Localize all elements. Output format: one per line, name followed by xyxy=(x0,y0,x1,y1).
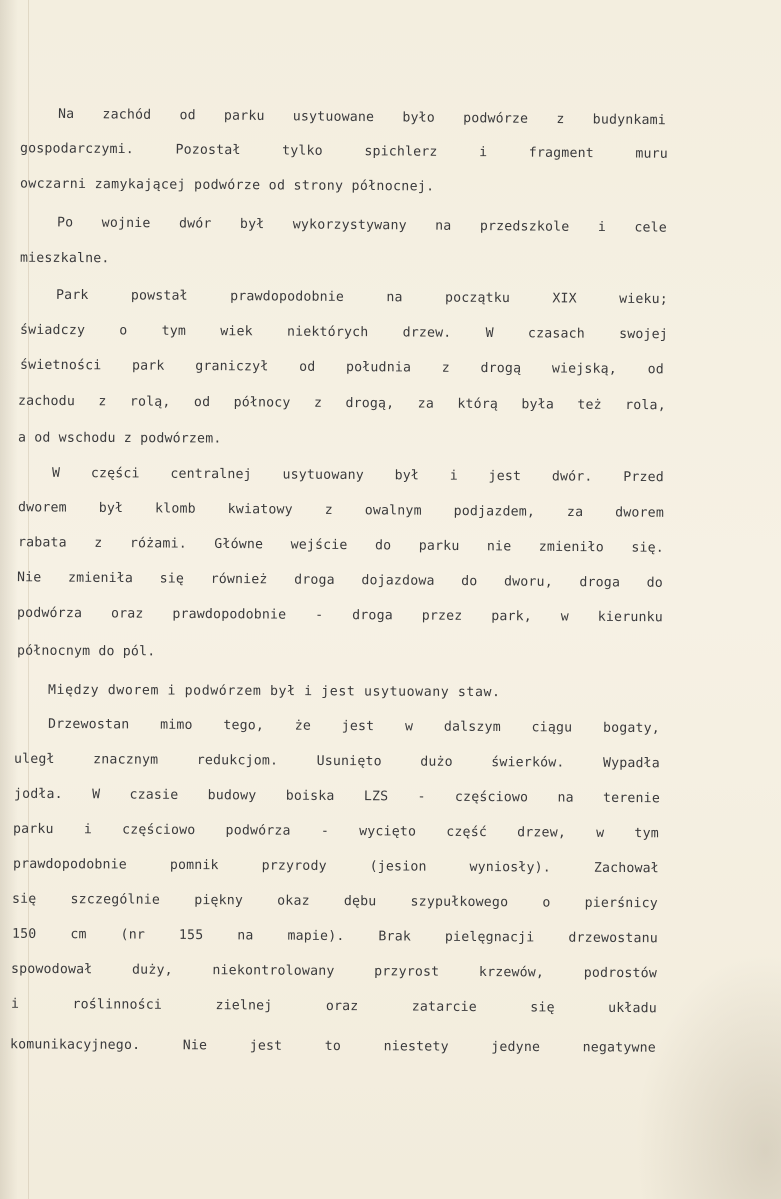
word: wyniosły). xyxy=(469,859,552,876)
word: terenie xyxy=(602,790,661,807)
word: Przed xyxy=(623,469,665,486)
word: zmieniła xyxy=(67,570,134,587)
text-line: a od wschodu z podwórzem. xyxy=(17,430,222,447)
word: i xyxy=(10,996,20,1012)
word: okaz xyxy=(277,893,310,909)
text-line xyxy=(20,322,668,345)
word: kierunku xyxy=(597,609,663,626)
text-line xyxy=(20,140,668,164)
word: cele xyxy=(634,220,668,236)
word: świerków. xyxy=(491,755,565,771)
word: drogą, xyxy=(345,396,395,412)
word: usytuowane xyxy=(292,109,375,126)
word: zatarcie xyxy=(411,999,477,1015)
word: budowy xyxy=(207,788,257,804)
word: południa xyxy=(345,360,412,376)
word: owalnym xyxy=(364,503,422,519)
word: za xyxy=(417,396,435,412)
word: dworem xyxy=(17,500,67,516)
word: i xyxy=(83,822,93,838)
word: usytuowany xyxy=(282,467,364,484)
word: dużo xyxy=(420,754,453,770)
word: jedyne xyxy=(491,1039,541,1056)
text-line xyxy=(57,214,667,237)
word: droga xyxy=(579,575,621,591)
word: czasie xyxy=(129,787,179,803)
word: dębu xyxy=(343,894,377,910)
word: ciągu xyxy=(531,720,573,736)
word: muru xyxy=(635,146,669,162)
text-line xyxy=(56,287,668,309)
word: rabata xyxy=(17,535,67,551)
word: spowodował xyxy=(10,961,93,978)
word: fragment xyxy=(528,145,594,162)
word: (nr xyxy=(120,927,146,943)
word: od xyxy=(299,359,316,375)
word: zachodu xyxy=(17,393,76,410)
word: drzewostanu xyxy=(568,930,659,947)
word: (jesion xyxy=(369,859,427,875)
word: Nie xyxy=(16,570,42,586)
word: wejście xyxy=(290,537,348,554)
word: drzew. xyxy=(402,325,452,341)
word: układu xyxy=(608,1000,658,1017)
word: dojazdowa xyxy=(361,573,435,589)
word: z xyxy=(94,535,103,551)
word: tym xyxy=(161,323,187,339)
word: podwórza xyxy=(225,823,291,839)
word: klomb xyxy=(155,501,196,517)
word: na xyxy=(237,928,254,944)
word: w xyxy=(404,719,414,735)
word: graniczył xyxy=(195,358,269,375)
word: do xyxy=(375,538,392,554)
word: parku xyxy=(223,108,265,124)
word: część xyxy=(446,824,488,841)
text-line: owczarni zamykającej podwórze od strony północnej. xyxy=(19,176,435,195)
word: rolą, xyxy=(129,394,171,410)
word: częściowo xyxy=(454,789,529,806)
word: negatywne xyxy=(582,1040,656,1056)
text-line: Między dworem i podwórzem był i jest usytuowany staw. xyxy=(47,682,501,701)
word: północy xyxy=(233,395,291,411)
word: się xyxy=(530,1000,555,1016)
word: niestety xyxy=(383,1039,449,1055)
word: dworu, xyxy=(503,574,553,590)
word: na xyxy=(557,790,574,806)
word: świadczy xyxy=(19,322,86,339)
word: Główne xyxy=(214,536,264,553)
text-line xyxy=(11,961,657,984)
word: nie xyxy=(486,539,512,555)
word: był xyxy=(394,468,420,484)
word: dalszym xyxy=(443,719,501,736)
word: od xyxy=(179,108,196,124)
word: mapie). xyxy=(287,928,345,945)
word: w xyxy=(596,825,605,841)
text-line xyxy=(11,996,657,1019)
word: części xyxy=(90,466,140,482)
word: świetności xyxy=(19,357,102,374)
word: Drzewostan xyxy=(47,716,130,733)
text-line xyxy=(20,357,664,379)
word: się. xyxy=(631,540,665,556)
word: Brak xyxy=(378,929,412,945)
word: jest xyxy=(249,1038,283,1054)
word: się xyxy=(159,571,185,587)
word: piękny xyxy=(194,893,244,909)
text-line: północnym do pól. xyxy=(16,643,156,660)
word: 150 xyxy=(11,926,37,942)
word: prawdopodobnie xyxy=(172,606,287,623)
word: wieku; xyxy=(619,291,669,308)
word: zielnej xyxy=(215,998,273,1014)
word: niektórych xyxy=(286,324,369,341)
word: gospodarczymi. xyxy=(19,141,135,158)
word: też xyxy=(577,397,602,413)
word: - xyxy=(320,823,330,839)
word: wykorzystywany xyxy=(292,217,407,234)
word: podrostów xyxy=(583,965,658,982)
word: boiska xyxy=(285,788,335,804)
word: i xyxy=(597,220,607,236)
word: jest xyxy=(341,718,375,735)
word: rola, xyxy=(625,397,666,414)
word: Park xyxy=(55,287,89,304)
word: od xyxy=(193,394,211,411)
word: o xyxy=(542,895,551,911)
word: W xyxy=(92,787,101,803)
word: tylko xyxy=(282,143,323,159)
word: czasach xyxy=(527,326,585,342)
word: krzewów, xyxy=(478,965,545,981)
word: drzew, xyxy=(517,825,567,841)
word: pomnik xyxy=(169,857,219,874)
word: pierśnicy xyxy=(584,895,658,912)
word: do xyxy=(461,574,478,590)
word: przyrost xyxy=(374,964,440,980)
word: z xyxy=(98,394,107,410)
word: Na xyxy=(57,106,75,122)
word: początku xyxy=(444,290,511,307)
word: wycięto xyxy=(359,824,417,840)
word: niekontrolowany xyxy=(212,963,335,980)
word: budynkami xyxy=(592,112,667,129)
word: o xyxy=(119,323,128,339)
word: parku xyxy=(12,821,54,838)
word: przez xyxy=(421,608,463,624)
text-line xyxy=(10,1036,656,1057)
word: przedszkole xyxy=(479,219,570,235)
word: oraz xyxy=(325,998,359,1015)
word: droga xyxy=(352,608,393,624)
word: wiejską, xyxy=(551,361,618,377)
text-line xyxy=(17,569,663,593)
word: park xyxy=(131,358,165,374)
word: - xyxy=(417,789,426,805)
text-line xyxy=(13,856,659,879)
word: podjazdem, xyxy=(453,503,536,520)
word: do xyxy=(646,575,664,591)
word: kwiatowy xyxy=(227,502,293,518)
word: W xyxy=(51,465,61,481)
word: powstał xyxy=(130,288,188,304)
word: i xyxy=(449,468,458,484)
text-line xyxy=(18,393,666,416)
word: i xyxy=(479,145,488,161)
word: Po xyxy=(56,215,74,231)
word: z xyxy=(313,395,323,411)
word: Pozostał xyxy=(175,142,241,159)
word: również xyxy=(210,571,268,588)
word: tego, xyxy=(223,718,265,734)
word: roślinności xyxy=(72,997,163,1013)
word: komunikacyjnego. xyxy=(9,1037,141,1053)
word: drogą xyxy=(480,360,522,377)
word: wojnie xyxy=(101,215,151,232)
word: było xyxy=(402,110,436,126)
word: była xyxy=(521,397,555,413)
word: znacznym xyxy=(93,752,159,768)
word: Zachował xyxy=(593,860,660,877)
word: centralnej xyxy=(170,466,252,483)
word: jodła. xyxy=(13,786,63,803)
word: od xyxy=(647,362,664,378)
word: że xyxy=(294,718,312,734)
text-line xyxy=(58,106,666,130)
word: różami. xyxy=(129,536,187,552)
word: mimo xyxy=(160,717,193,733)
word: za xyxy=(566,504,584,521)
word: prawdopodobnie xyxy=(12,856,128,873)
word: park, xyxy=(491,609,533,625)
text-line xyxy=(48,716,660,738)
word: Wypadła xyxy=(602,755,661,772)
word: częściowo xyxy=(122,822,196,839)
word: wiek xyxy=(220,324,253,340)
word: bogaty, xyxy=(602,720,661,737)
word: to xyxy=(324,1038,342,1055)
word: pielęgnacji xyxy=(444,929,535,946)
word: podwórza xyxy=(16,605,83,622)
text-line xyxy=(18,499,664,523)
word: - xyxy=(315,607,324,623)
word: był xyxy=(98,500,124,517)
word: przyrody xyxy=(261,858,327,874)
text-line xyxy=(12,926,658,949)
word: jest xyxy=(488,468,522,485)
text-line xyxy=(13,821,659,844)
text-line: mieszkalne. xyxy=(19,250,110,267)
word: dworem xyxy=(615,505,665,521)
word: W xyxy=(485,325,494,342)
word: zachód xyxy=(102,107,152,123)
text-line xyxy=(14,786,660,809)
word: tym xyxy=(634,826,659,842)
word: się xyxy=(11,891,37,907)
text-line xyxy=(52,465,664,487)
word: szypułkowego xyxy=(410,894,509,911)
word: prawdopodobnie xyxy=(230,289,345,305)
word: z xyxy=(556,112,565,128)
word: Nie xyxy=(182,1038,208,1054)
word: LZS xyxy=(363,789,389,805)
word: spichlerz xyxy=(364,144,438,160)
word: dwór. xyxy=(551,469,593,485)
word: z xyxy=(324,502,333,518)
word: duży, xyxy=(132,962,173,978)
word: w xyxy=(560,609,570,625)
word: redukcjom. xyxy=(196,753,279,769)
word: Usunięto xyxy=(316,753,382,770)
word: parku xyxy=(418,538,460,555)
word: droga xyxy=(294,572,335,588)
word: z xyxy=(441,360,450,376)
word: swojej xyxy=(619,326,669,343)
word: na xyxy=(386,290,403,306)
word: był xyxy=(239,216,265,233)
word: szczególnie xyxy=(70,892,161,908)
word: na xyxy=(435,218,452,234)
text-line xyxy=(17,605,663,628)
word: 155 xyxy=(178,927,204,944)
text-line xyxy=(12,891,658,914)
word: podwórze xyxy=(463,111,529,127)
word: dwór xyxy=(178,216,212,232)
text-line xyxy=(14,751,660,774)
word: którą xyxy=(457,396,499,413)
text-line xyxy=(18,534,664,558)
word: oraz xyxy=(110,606,144,622)
word: cm xyxy=(70,927,87,943)
word: XIX xyxy=(552,291,577,307)
word: uległ xyxy=(13,751,55,768)
word: zmieniło xyxy=(538,539,605,556)
